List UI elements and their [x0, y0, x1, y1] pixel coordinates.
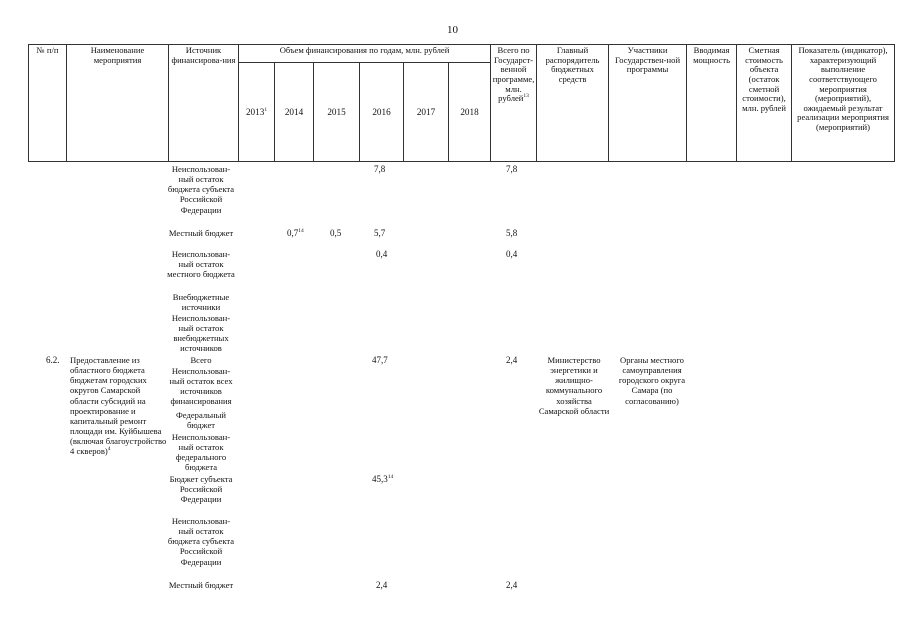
item-62-source-unused-subject: Неиспользован-ный остаток бюджета субъекта Российской Федерации — [167, 516, 235, 567]
item-62-manager: Министерство энергетики и жилищно-коммунального хозяйства Самарской области — [538, 355, 610, 416]
header-year-2017: 2017 — [404, 63, 449, 162]
item-62-value-total-local: 2,4 — [506, 580, 518, 590]
header-year-2016: 2016 — [360, 63, 404, 162]
header-participants: Участники Государствен-ной программы — [609, 45, 687, 162]
item-62-source-local: Местный бюджет — [168, 580, 234, 590]
value-2014-local — [287, 228, 304, 238]
item-62-value-2016-subject-sup: 14 — [387, 474, 394, 480]
header-total — [491, 45, 537, 162]
page-number: 10 — [447, 24, 458, 36]
value-2016-unused-local: 0,4 — [376, 249, 388, 259]
source-extrabudgetary: Внебюджетные источники — [172, 292, 230, 313]
header-no: № п/п — [29, 45, 67, 162]
header-year-2018: 2018 — [449, 63, 491, 162]
financing-table-header — [28, 44, 895, 162]
header-name: Наименование мероприятия — [67, 45, 169, 162]
header-total-text: Всего по Государст-венной программе, млн. рублей — [492, 45, 535, 104]
header-volume: Объем финансирования по годам, млн. рублей — [239, 45, 491, 63]
value-total-unused-local: 0,4 — [506, 249, 518, 259]
header-indicator: Показатель (индикатор), характеризующий выполнение соответствующего мероприятия (мероприятий), ожидаемый результат реализации мероприятия (мероприятий) — [792, 45, 895, 162]
item-62-value-total-total: 2,4 — [506, 355, 518, 365]
header-year-2013-text: 2013 — [245, 106, 265, 117]
source-local-budget: Местный бюджет — [168, 228, 234, 238]
item-62-value-2016-total: 47,7 — [372, 355, 388, 365]
value-2016-unused-subject: 7,8 — [374, 164, 386, 174]
item-62-value-2016-subject — [372, 474, 393, 484]
item-62-number: 6.2. — [46, 355, 60, 365]
source-unused-subject-budget: Неиспользован-ный остаток бюджета субъекта Российской Федерации — [167, 164, 235, 215]
item-62-value-2016-local: 2,4 — [376, 580, 388, 590]
value-total-unused-subject: 7,8 — [506, 164, 518, 174]
value-2014-local-sup: 14 — [298, 228, 304, 234]
source-unused-local-budget: Неиспользован-ный остаток местного бюджета — [167, 249, 235, 280]
item-62-name-sup: 4 — [107, 446, 111, 453]
header-total-sup: 13 — [523, 93, 529, 100]
item-62-value-2016-subject-text: 45,3 — [372, 474, 388, 484]
value-total-local: 5,8 — [506, 228, 518, 238]
header-capacity: Вводимая мощность — [687, 45, 737, 162]
header-manager: Главный распорядитель бюджетных средств — [537, 45, 609, 162]
item-62-name-text: Предоставление из областного бюджета бюджетам городских округов Самарской области субсидий на проектирование и капитальный ремонт площади им. Куйбышева (включая благоустройство 4 скверов) — [70, 355, 167, 457]
item-62-source-total: Всего — [190, 355, 212, 365]
header-year-2014: 2014 — [275, 63, 314, 162]
header-year-2013 — [239, 63, 275, 162]
item-62-participants: Органы местного самоуправления городского округа Самара (по согласованию) — [618, 355, 686, 406]
value-2015-local: 0,5 — [330, 228, 342, 238]
item-62-source-federal: Федеральный бюджет — [175, 410, 227, 431]
item-62-source-unused-federal: Неиспользован-ный остаток федерального бюджета — [171, 432, 231, 473]
source-unused-extrabudgetary: Неиспользован-ный остаток внебюджетных источников — [171, 313, 231, 354]
item-62-name — [70, 355, 168, 456]
value-2014-local-text: 0,7 — [287, 228, 299, 238]
value-2016-local: 5,7 — [374, 228, 386, 238]
item-62-source-subject: Бюджет субъекта Российской Федерации — [169, 474, 233, 505]
item-62-source-unused-all: Неиспользован-ный остаток всех источников финансирования — [169, 366, 233, 407]
header-estimate: Сметная стоимость объекта (остаток сметной стоимости), млн. рублей — [737, 45, 792, 162]
header-source: Источник финансирова-ния — [169, 45, 239, 162]
header-year-2015: 2015 — [314, 63, 360, 162]
header-year-2013-sup: 1 — [264, 106, 268, 113]
